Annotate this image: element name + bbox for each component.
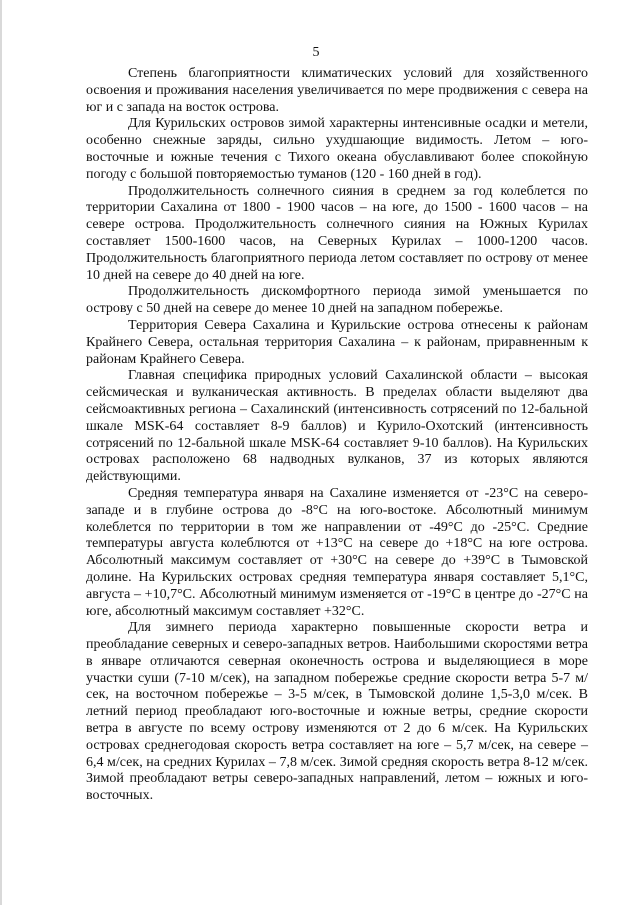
paragraph-climate-favorability: Степень благоприятности климатических условий для хозяйственного освоения и проживания населения увеличивается по мере продвижения с севера на юг и с запада на восток острова. [86,66,588,115]
paragraph-kuril-weather: Для Курильских островов зимой характерны интенсивные осадки и метели, особенно снежные заряды, сильно ухудшающие видимость. Летом – юго-восточные и южные течения с Тихого океана обуславливают более спокойную погоду с большой повторяемостью туманов (120 - 160 дней в год). [86,116,588,182]
paragraph-far-north-regions: Территория Севера Сахалина и Курильские острова отнесены к районам Крайнего Севера, остальная территория Сахалина – к районам, приравненным к районам Крайнего Севера. [86,317,588,367]
body-text [86,66,588,805]
page-number: 5 [312,45,320,60]
paragraph-sunshine-duration: Продолжительность солнечного сияния в среднем за год колеблется по территории Сахалина от 1800 - 1900 часов – на юге, до 1500 - 1600 часов – на севере острова. Продолжительность солнечного сияния на Южных Курилах составляет 1500-1600 часов, на Северных Курилах – 1000-1200 часов. Продолжительность благоприятного периода летом составляет по острову от менее 10 дней на севере до 40 дней на юге. [86,183,588,283]
paragraph-temperature: Средняя температура января на Сахалине изменяется от -23°С на северо-западе и в глубине острова до -8°С на юго-востоке. Абсолютный минимум колеблется по территории в том же направлении от -49°С до -25°С. Средние температуры августа колеблются от +13°С на севере до +18°С на юге острова. Абсолютный максимум составляет от +30°С на севере до +39°С в Тымовской долине. На Курильских островах средняя температура января составляет 5,1°С, августа – +10,7°С. Абсолютный минимум изменяется от -19°С в центре до -27°С на юге, абсолютный максимум составляет +32°С. [86,485,588,619]
paragraph-wind: Для зимнего периода характерно повышенные скорости ветра и преобладание северных и северо-западных ветров. Наибольшими скоростями ветра в январе отличаются северная оконечность острова и выделяющиеся в море участки суши (7-10 м/сек), на западном побережье средние скорости ветра 5-7 м/сек, на восточном побережье – 3-5 м/сек, в Тымовской долине 1,5-3,0 м/сек. В летний период преобладают юго-восточные и южные ветры, средние скорости ветра в августе по всему острову изменяются от 2 до 6 м/сек. На Курильских островах среднегодовая скорость ветра составляет на юге – 5,7 м/сек, на севере – 6,4 м/сек, на средних Курилах – 7,8 м/сек. Зимой средняя скорость ветра 8-12 м/сек. Зимой преобладают ветры северо-западных направлений, летом – южных и юго-восточных. [86,620,588,804]
paragraph-seismic-activity: Главная специфика природных условий Сахалинской области – высокая сейсмическая и вулканическая активность. В пределах области выделяют два сейсмоактивных региона – Сахалинский (интенсивность сотрясений по 12-бальной шкале MSK-64 составляет 8-9 баллов) и Курило-Охотский (интенсивность сотрясений по 12-бальной шкале MSK-64 составляет 9-10 баллов). На Курильских островах расположено 68 надводных вулканов, 37 из которых являются действующими. [86,368,588,485]
paragraph-discomfort-period: Продолжительность дискомфортного периода зимой уменьшается по острову с 50 дней на севере до менее 10 дней на западном побережье. [86,284,588,317]
scan-edge-shadow [0,0,2,905]
